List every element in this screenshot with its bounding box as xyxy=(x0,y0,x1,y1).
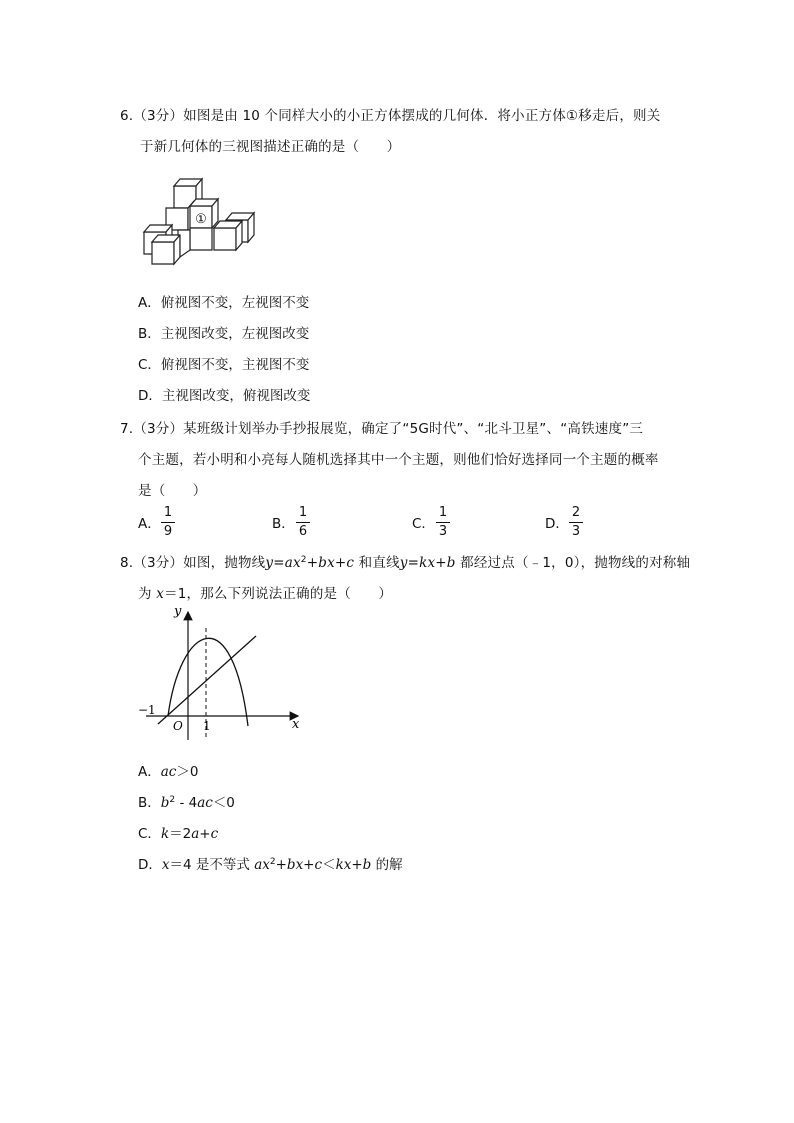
q8-option-b-sup: 2 xyxy=(169,795,176,805)
q7-option-d-fraction xyxy=(569,505,583,540)
q8-option-b-expr2: ac xyxy=(197,795,213,811)
y-axis-label: y xyxy=(174,604,182,619)
q8-after: 都经过点（﹣1，0），抛物线的对称轴 xyxy=(455,555,691,571)
q6-option-b[interactable]: B．主视图改变，左视图改变 xyxy=(138,326,310,342)
neg-one-label: −1 xyxy=(138,703,156,717)
q7-option-c[interactable] xyxy=(412,512,435,532)
origin-label: O xyxy=(173,719,183,733)
q8-option-d-lt: ＜ xyxy=(322,857,336,873)
q6-stem-line1: 6.（3分）如图是由 10 个同样大小的小正方体摆成的几何体．将小正方体①移走后，则关 xyxy=(120,108,661,124)
fraction-numerator: 1 xyxy=(298,505,308,520)
q8-mid: 和直线 xyxy=(354,555,400,571)
q8-option-b-rest2: ＜0 xyxy=(212,795,235,811)
q8-option-d-expr3: kx+b xyxy=(335,857,372,873)
q7-stem-line3: 是（ ） xyxy=(138,483,207,499)
x-axis-label: x xyxy=(292,717,300,732)
q7-option-c-letter: C． xyxy=(412,516,435,532)
q8-option-d-expr: ax xyxy=(254,857,270,873)
q8-option-d-text: ＝4 是不等式 xyxy=(169,857,255,873)
q8-axis-var: x xyxy=(156,586,165,602)
fraction-denominator: 6 xyxy=(298,524,308,539)
q8-option-d[interactable] xyxy=(138,853,403,873)
q8-option-b-expr: b xyxy=(160,795,170,811)
q7-option-a-fraction xyxy=(161,505,175,540)
q8-option-d-letter: D． xyxy=(138,857,162,873)
q8-line-eq: y=kx+b xyxy=(399,555,456,571)
q7-option-a[interactable] xyxy=(138,512,161,532)
one-label: 1 xyxy=(203,719,211,733)
parabola-graph xyxy=(136,606,306,746)
q8-line2-post: ＝1，那么下列说法正确的是（ ） xyxy=(164,586,393,602)
q8-option-a-expr: ac xyxy=(160,764,177,780)
q8-option-d-var: x xyxy=(161,857,170,873)
q8-option-c-rest: ＝2 xyxy=(169,826,192,842)
q7-option-b-letter: B． xyxy=(272,516,295,532)
q7-stem-line2: 个主题，若小明和小亮每人随机选择其中一个主题，则他们恰好选择同一个主题的概率 xyxy=(138,452,659,468)
q8-stem-line1 xyxy=(120,551,690,571)
fraction-denominator: 3 xyxy=(571,524,581,539)
q8-parabola-rest: +bx+c xyxy=(306,555,355,571)
q8-line2-pre: 为 xyxy=(138,586,157,602)
q8-option-b-letter: B． xyxy=(138,795,161,811)
q8-option-c-expr3: c xyxy=(210,826,219,842)
q8-option-d-sup: 2 xyxy=(269,857,276,867)
q6-option-a[interactable]: A．俯视图不变，左视图不变 xyxy=(138,295,310,311)
q8-option-c-expr2: a xyxy=(191,826,200,842)
q8-option-d-post: 的解 xyxy=(371,857,403,873)
q7-option-d[interactable] xyxy=(545,512,569,532)
cube-figure xyxy=(138,168,278,278)
q8-option-d-expr2: +bx+c xyxy=(275,857,323,873)
fraction-denominator: 9 xyxy=(163,524,173,539)
fraction-denominator: 3 xyxy=(438,524,448,539)
q8-option-c[interactable] xyxy=(138,822,218,842)
q7-option-b-fraction xyxy=(296,505,310,540)
q7-stem-line1: 7.（3分）某班级计划举办手抄报展览，确定了“5G时代”、“北斗卫星”、“高铁速度”三 xyxy=(120,421,644,437)
q7-option-a-letter: A． xyxy=(138,516,161,532)
q8-stem-line2 xyxy=(138,582,392,602)
q6-option-d[interactable]: D．主视图改变，俯视图改变 xyxy=(138,388,311,404)
q8-option-c-expr: k xyxy=(160,826,170,842)
q6-option-c[interactable]: C．俯视图不变，主视图不变 xyxy=(138,357,310,373)
q8-option-b[interactable] xyxy=(138,791,235,811)
fraction-numerator: 2 xyxy=(571,505,581,520)
parabola-curve xyxy=(168,638,248,726)
q7-option-c-fraction xyxy=(436,505,450,540)
cube-label: ① xyxy=(195,212,207,227)
fraction-numerator: 1 xyxy=(163,505,173,520)
fraction-numerator: 1 xyxy=(438,505,448,520)
q7-option-b[interactable] xyxy=(272,512,295,532)
q8-option-a-rest: ＞0 xyxy=(176,764,199,780)
q6-stem-line2: 于新几何体的三视图描述正确的是（ ） xyxy=(140,139,401,155)
q8-parabola-eq: y=ax xyxy=(265,555,301,571)
q8-option-a-letter: A． xyxy=(138,764,161,780)
q8-option-c-rest2: + xyxy=(199,826,211,842)
straight-line xyxy=(158,636,256,724)
q8-prefix: 8.（3分）如图，抛物线 xyxy=(120,555,266,571)
q8-parabola-sup: 2 xyxy=(300,555,307,565)
q8-option-b-rest: - 4 xyxy=(175,795,198,811)
q7-option-d-letter: D． xyxy=(545,516,569,532)
q8-option-c-letter: C． xyxy=(138,826,161,842)
q8-option-a[interactable] xyxy=(138,760,198,780)
